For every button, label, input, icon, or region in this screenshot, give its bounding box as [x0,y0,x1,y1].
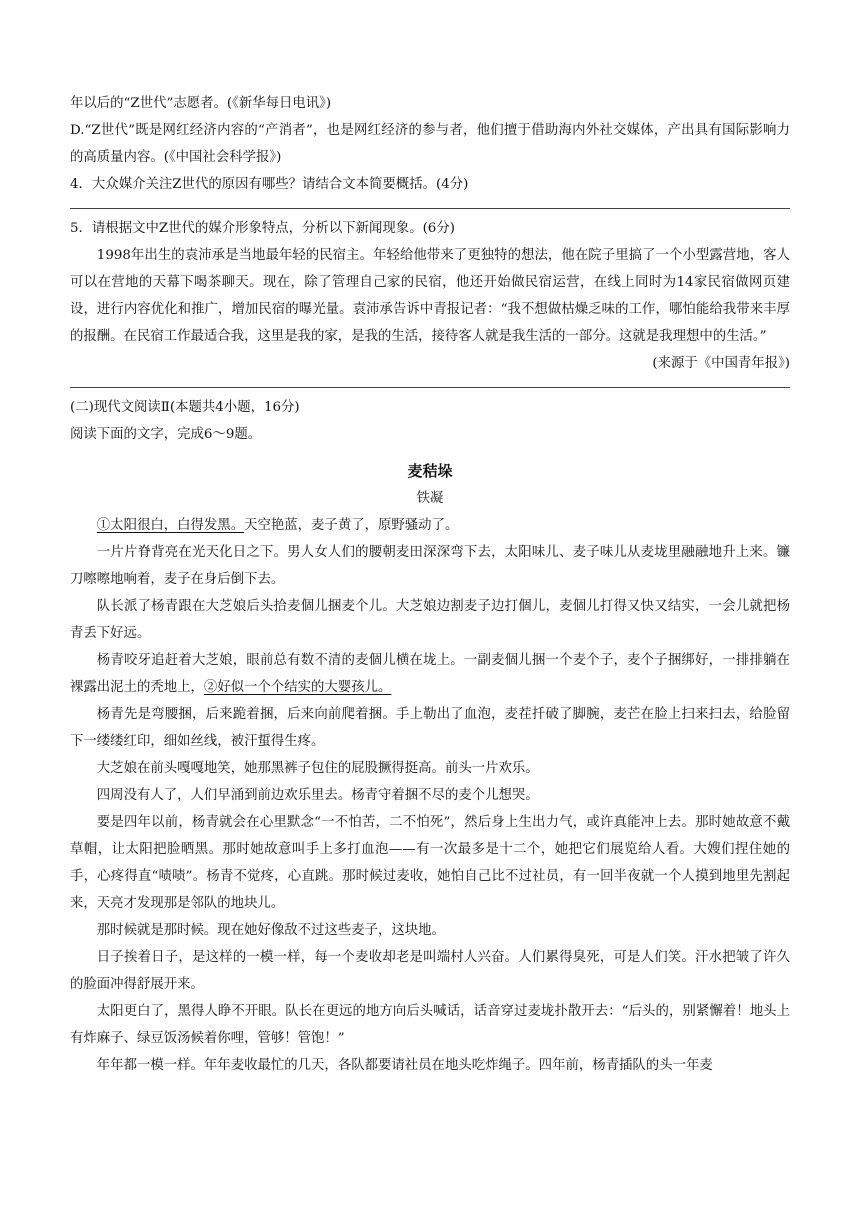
paragraph-5: 杨青先是弯腰捆，后来跪着捆，后来向前爬着捆。手上勒出了血泡，麦茬扦破了脚腕，麦芒在脸上扫来扫去，给脸留下一缕缕红印，细如丝线，被汗蜇得生疼。 [70,707,790,749]
question-4: 4．大众媒介关注Z世代的原因有哪些？请结合文本简要概括。(4分) [70,177,469,192]
question-5-source: (来源于《中国青年报》) [652,356,790,371]
paragraph-1 [70,512,790,539]
article-author: 铁凝 [416,491,444,506]
underlined-sentence-1: ①太阳很白，白得发黑。 [96,518,245,533]
reading-instruction: 阅读下面的文字，完成6～9题。 [70,427,262,442]
question-5-passage: 1998年出生的袁沛承是当地最年轻的民宿主。年轻给他带来了更独特的想法，他在院子里搞了一个小型露营地，客人可以在营地的天幕下喝茶聊天。现在，除了管理自己家的民宿，他还开始做民宿运营，在线上同时为14家民宿做网页建设，进行内容优化和推广，增加民宿的曝光量。袁沛承告诉中青报记者：“我不想做枯燥乏味的工作，哪怕能给我带来丰厚的报酬。在民宿工作最适合我，这里是我的家，是我的生活，接待客人就是我生活的一部分。这就是我理想中的生活。” [70,248,790,344]
paragraph-3: 队长派了杨青跟在大芝娘后头拾麦個儿捆麦个儿。大芝娘边割麦子边打個儿，麦個儿打得又快又结实，一会儿就把杨青丢下好远。 [70,599,790,641]
paragraph-7: 四周没有人了，人们早涌到前边欢乐里去。杨青守着捆不尽的麦个儿想哭。 [96,788,539,803]
paragraph-8: 要是四年以前，杨青就会在心里默念“一不怕苦，二不怕死”，然后身上生出力气，或许真能冲上去。那时她故意不戴草帽，让太阳把脸晒黑。那时她故意叫手上多打血泡——有一次最多是十二个，她把它们展览给人看。大嫂们捏住她的手，心疼得直“啧啧”。杨青不觉疼，心直跳。那时候过麦收，她怕自己比不过社员，有一回半夜就一个人摸到地里先割起来，天亮才发现那是邻队的地块儿。 [70,815,790,911]
paragraph-4 [70,647,790,701]
paragraph-6: 大芝娘在前头嘎嘎地笑，她那黑裤子包住的屁股撅得挺高。前头一片欢乐。 [96,761,539,776]
answer-line-q4 [70,208,790,209]
answer-line-q5 [70,387,790,388]
section-heading: (二)现代文阅读Ⅱ(本题共4小题，16分) [70,400,300,415]
paragraph-12: 年年都一模一样。年年麦收最忙的几天，各队都要请社员在地头吃炸绳子。四年前，杨青插队的头一年麦 [96,1058,713,1073]
paragraph-2: 一片片脊背亮在光天化日之下。男人女人们的腰朝麦田深深弯下去，太阳味儿、麦子味儿从麦垅里融融地升上来。镰刀嚓嚓地响着，麦子在身后倒下去。 [70,545,790,587]
option-d: D.“Z世代”既是网红经济内容的“产消者”，也是网红经济的参与者，他们擅于借助海内外社交媒体，产出具有国际影响力的高质量内容。(《中国社会科学报》) [70,123,790,165]
paragraph-4-text: 杨青咬牙追赶着大芝娘，眼前总有数不清的麦個儿横在垅上。一副麦個儿捆一个麦个子，麦个子捆绑好，一排排躺在裸露出泥土的秃地上， [70,653,790,695]
paragraph-10: 日子挨着日子，是这样的一模一样，每一个麦收却老是叫端村人兴奋。人们累得臭死，可是人们笑。汗水把皱了许久的脸面冲得舒展开来。 [70,950,790,992]
continued-option-line: 年以后的“Z世代”志愿者。(《新华每日电讯》) [70,96,332,111]
paragraph-9: 那时候就是那时候。现在她好像敌不过这些麦子，这块地。 [96,923,445,938]
paragraph-1-rest: 天空艳蓝，麦子黄了，原野骚动了。 [244,518,459,533]
document-page [70,90,790,1079]
question-5: 5．请根据文中Z世代的媒介形象特点，分析以下新闻现象。(6分) [70,221,455,236]
underlined-sentence-2: ②好似一个个结实的大婴孩儿。 [203,680,392,695]
article-title: 麦秸垛 [407,462,453,480]
paragraph-11: 太阳更白了，黑得人睁不开眼。队长在更远的地方向后头喊话，话音穿过麦垅扑散开去：“后头的，别紧懈着！地头上有炸麻子、绿豆饭汤候着你哩，管够！管饱！” [70,1004,790,1046]
